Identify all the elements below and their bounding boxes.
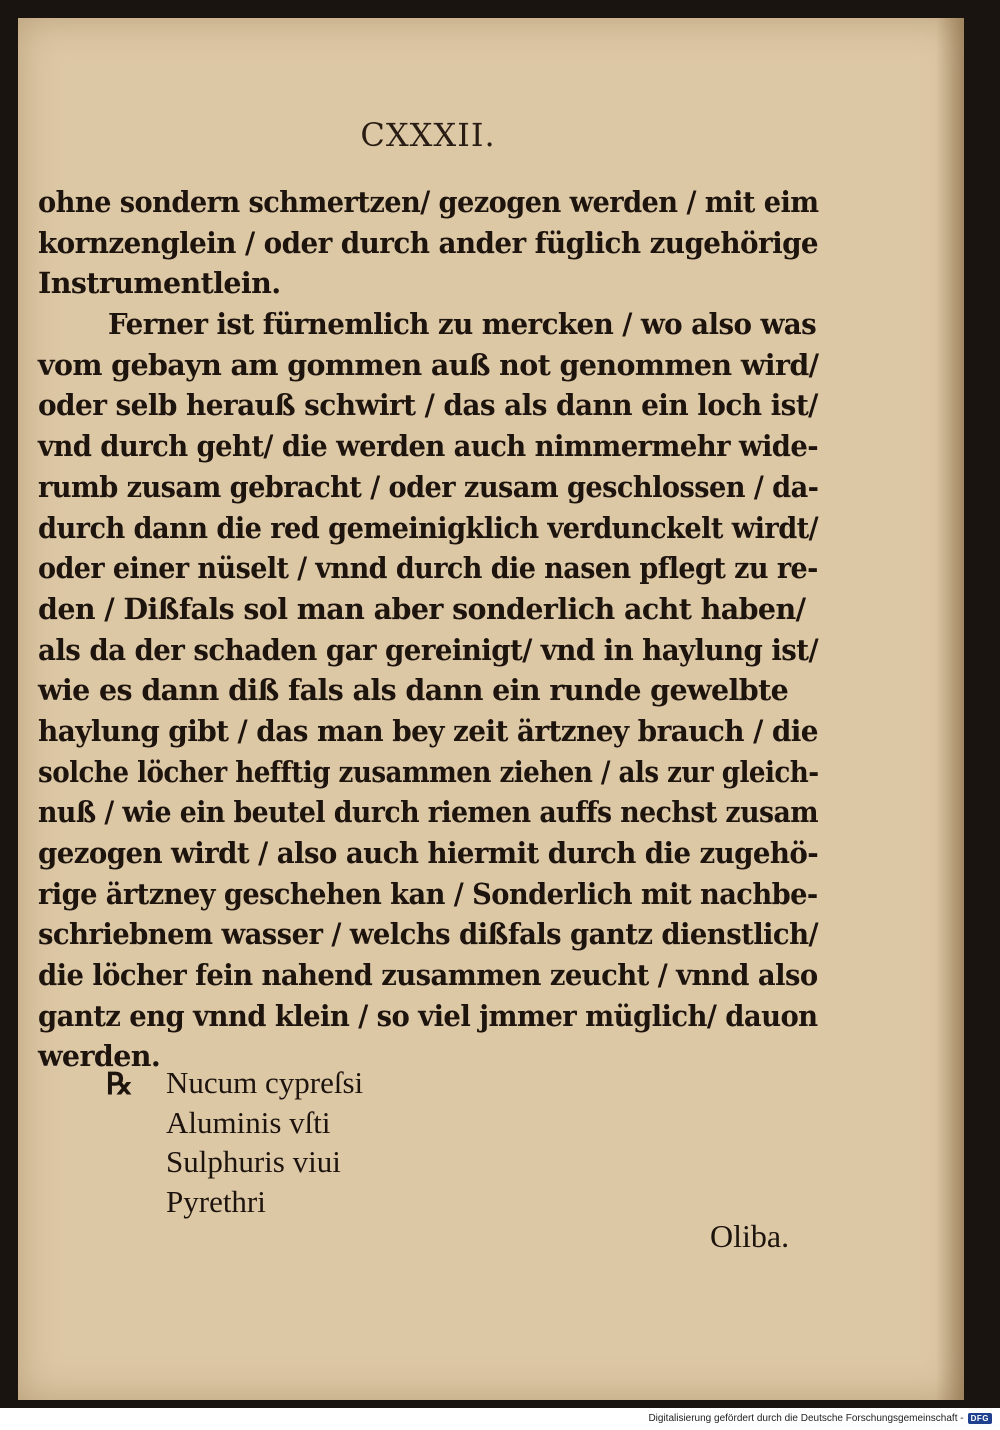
text-line: haylung gibt / das man bey zeit ärtzney brauch / die (38, 713, 818, 748)
text-line: ohne sondern schmertzen/ gezogen werden / mit eim (38, 185, 819, 219)
recipe (106, 1063, 363, 1221)
text-line: vom gebayn am gommen auß not genommen wird/ (38, 347, 819, 382)
text-line: oder selb herauß schwirt / das als dann ein loch ist/ (38, 388, 818, 423)
recipe-ingredient: Sulphuris viui (166, 1144, 341, 1179)
catchword: Oliba. (710, 1218, 790, 1254)
digitization-credit (648, 1413, 992, 1424)
dfg-logo: DFG (968, 1413, 992, 1424)
text-line: Instrumentlein. (38, 266, 281, 301)
text-line: nuß / wie ein beutel durch riemen auffs nechst zusam (38, 795, 819, 830)
page-edge-shadow (936, 18, 964, 1400)
text-line: gezogen wirdt / also auch hiermit durch die zugehö- (38, 836, 819, 870)
recipe-ingredient: Nucum cypreſsi (166, 1065, 364, 1100)
credit-text: Digitalisierung gefördert durch die Deutsche Forschungsgemeinschaft - (648, 1413, 964, 1424)
recipe-ingredient: Pyrethri (166, 1183, 266, 1219)
text-line: werden. (38, 1039, 161, 1074)
text-line: vnd durch geht/ die werden auch nimmermehr wide- (38, 429, 819, 464)
text-line: die löcher fein nahend zusammen zeucht / vnnd also (38, 958, 818, 993)
folio-number: CXXXII. (360, 116, 496, 154)
text-line: durch dann die red gemeinigklich verdunckelt wirdt/ (38, 510, 819, 545)
text-line: gantz eng vnnd klein / so viel jmmer müglich/ dauon (38, 998, 818, 1033)
text-line: als da der schaden gar gereinigt/ vnd in haylung ist/ (38, 632, 819, 667)
recipe-symbol: ℞ (106, 1068, 133, 1101)
text-line: Ferner ist fürnemlich zu mercken / wo also was (108, 307, 817, 342)
text-line: schriebnem wasser / welchs dißfals gantz dienstlich/ (38, 917, 818, 952)
text-line: solche löcher hefftig zusammen ziehen / als zur gleich- (38, 754, 819, 789)
book-page (18, 18, 964, 1400)
text-line: rumb zusam gebracht / oder zusam geschlossen / da- (38, 469, 819, 504)
text-line: rige ärtzney geschehen kan / Sonderlich mit nachbe- (38, 876, 818, 911)
text-line: kornzenglein / oder durch ander füglich zugehörige (38, 225, 819, 260)
recipe-ingredient: Aluminis vſti (166, 1104, 331, 1140)
text-line: den / Dißfals sol man aber sonderlich acht haben/ (38, 591, 806, 626)
text-line: oder einer nüselt / vnnd durch die nasen pflegt zu re- (38, 551, 818, 586)
body-text (38, 182, 818, 1077)
text-line: wie es dann diß fals als dann ein runde gewelbte (38, 673, 789, 708)
